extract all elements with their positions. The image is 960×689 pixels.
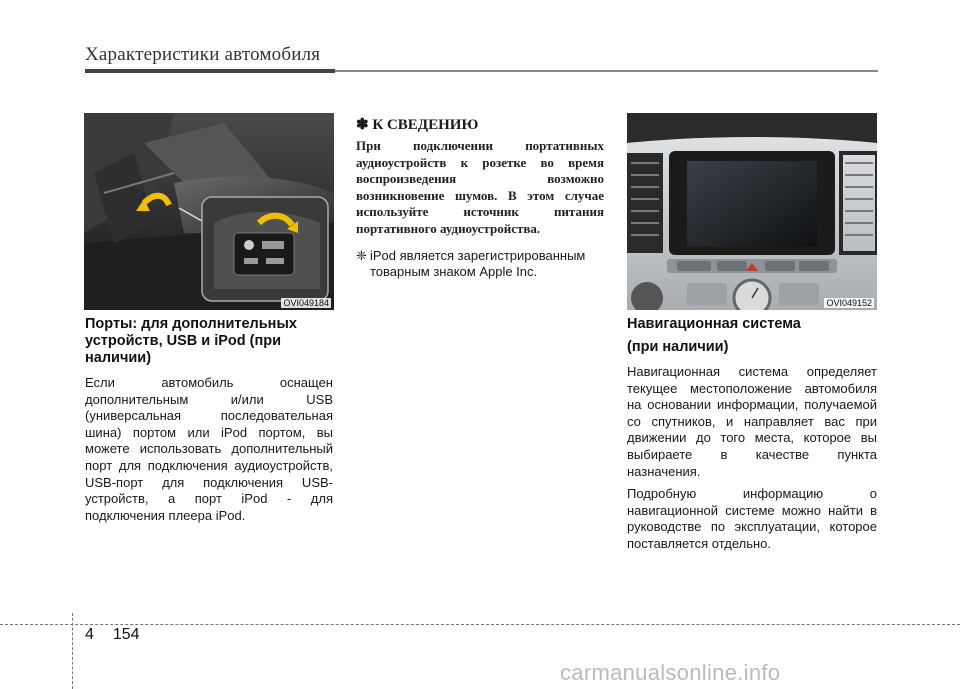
ports-illustration xyxy=(84,113,334,310)
info-note xyxy=(356,115,604,281)
navigation-heading-sub xyxy=(627,339,877,356)
navigation-heading xyxy=(627,316,877,333)
note-mark-icon: ❈ xyxy=(356,247,367,263)
navigation-heading-line2: (при наличии) xyxy=(627,339,729,355)
note-text: При подключении портативных аудиоустройств к розетке во время воспроизведения возможно возникновение шумов. В этом случае используйте источник питания портативного аудиоустройства. xyxy=(356,138,604,236)
navigation-heading-line1: Навигационная система xyxy=(627,316,801,332)
watermark: carmanualsonline.info xyxy=(560,660,781,685)
ipod-note-text: iPod является зарегистрированным товарным знаком Apple Inc. xyxy=(370,247,586,280)
navigation-illustration xyxy=(627,113,877,310)
ports-heading: Порты: для дополнительных устройств, USB и iPod (при наличии) xyxy=(85,316,297,366)
ports-section xyxy=(85,316,333,524)
navigation-body-1: Навигационная система определяет текущее местоположение автомобиля на основании информации, получаемой со спутников, и направляет вас при движении до того места, которое вы выбираете в качестве пункта назначения. xyxy=(627,364,877,479)
navigation-section xyxy=(627,316,877,553)
photo-caption: OVI049152 xyxy=(826,298,872,308)
section-number: 4 xyxy=(85,626,94,643)
ports-body: Если автомобиль оснащен дополнительным и/или USB (универсальная последовательная шина) портом или iPod портом, вы можете использовать дополнительный порт для подключения аудиоустройств, USB-порт для подключения USB-устройств, а порт iPod - для подключения плеера iPod. xyxy=(85,375,333,523)
ipod-trademark-note xyxy=(356,248,604,281)
footer-divider xyxy=(72,613,73,689)
footer-rule xyxy=(0,624,960,625)
header-rule-dark xyxy=(85,69,335,73)
header-rule-light xyxy=(335,70,878,72)
page-header-title: Характеристики автомобиля xyxy=(85,44,321,65)
navigation-photo xyxy=(627,113,877,310)
navigation-body-2: Подробную информацию о навигационной системе можно найти в руководстве по эксплуатации, которое поставляется отдельно. xyxy=(627,486,877,551)
note-title: ✽ К СВЕДЕНИЮ xyxy=(356,117,479,133)
photo-caption: OVI049184 xyxy=(283,298,329,308)
page-number-value: 154 xyxy=(112,626,140,643)
page-number xyxy=(85,626,140,644)
ports-photo xyxy=(84,113,334,310)
